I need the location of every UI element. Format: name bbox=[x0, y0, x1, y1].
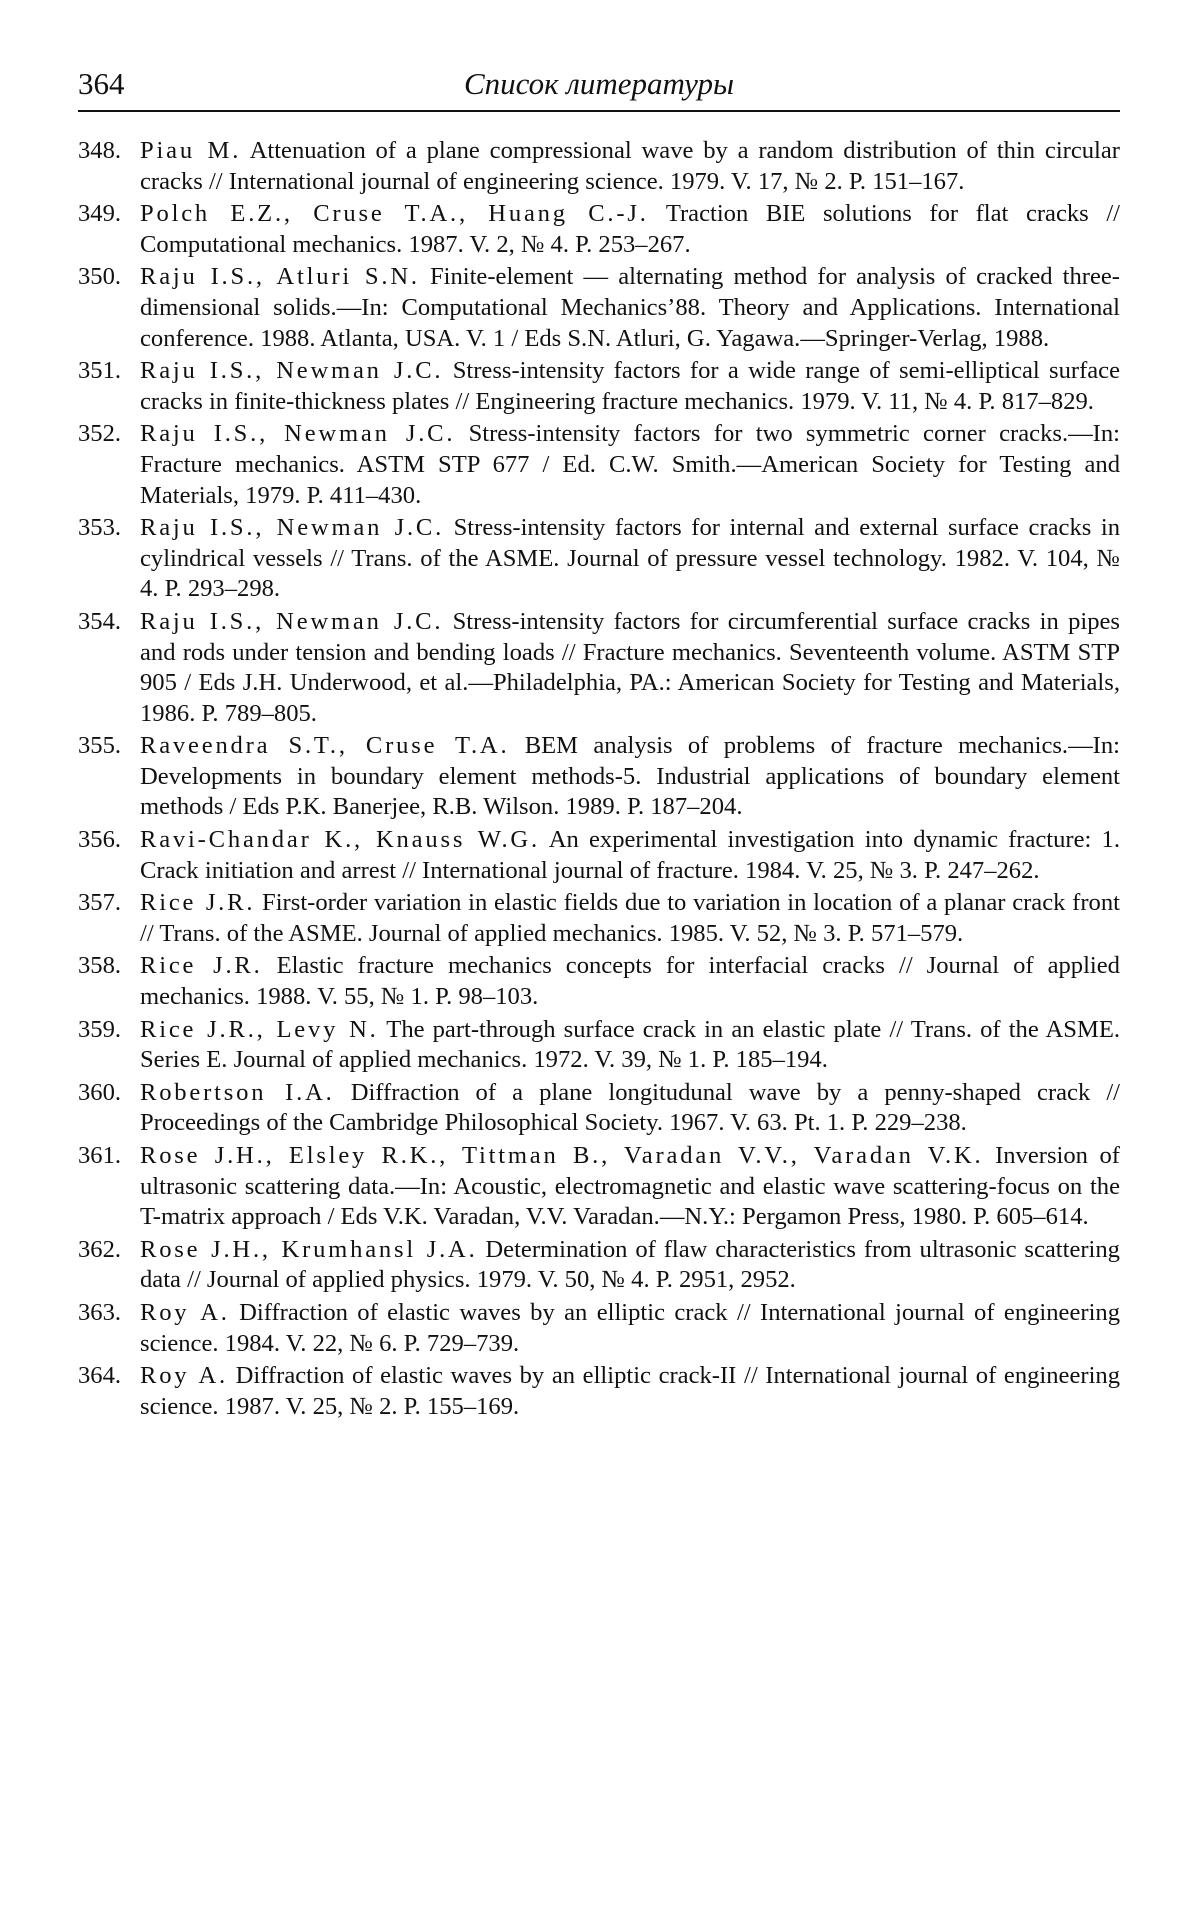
page-number: 364 bbox=[78, 66, 125, 101]
reference-number: 359. bbox=[78, 1015, 122, 1043]
reference-item bbox=[78, 1298, 1120, 1359]
book-page bbox=[78, 58, 1120, 1424]
reference-number: 349. bbox=[78, 200, 122, 228]
reference-authors: Roy A. bbox=[140, 1362, 228, 1390]
reference-authors: Raju I.S., Newman J.C. bbox=[140, 420, 456, 448]
reference-authors: Rice J.R., Levy N. bbox=[140, 1015, 379, 1043]
reference-number: 357. bbox=[78, 889, 122, 917]
reference-text: Determination of flaw characteristics from ultrasonic scattering data // Journal of applied physics. 1979. V. 50, № 4. P. 2951, 2952. bbox=[140, 1235, 1120, 1294]
reference-authors: Rice J.R. bbox=[140, 952, 263, 980]
reference-authors: Rose J.H., Krumhansl J.A. bbox=[140, 1235, 478, 1263]
reference-authors: Raveendra S.T., Cruse T.A. bbox=[140, 732, 510, 760]
reference-authors: Polch E.Z., Cruse T.A., Huang C.-J. bbox=[140, 200, 649, 228]
reference-authors: Ravi-Chandar K., Knauss W.G. bbox=[140, 826, 540, 854]
reference-authors: Rose J.H., Elsley R.K., Tittman B., Varadan V.V., Varadan V.K. bbox=[140, 1142, 984, 1169]
reference-text: Finite-element — alternating method for analysis of cracked three-dimensional solids.—In: Computational Mechanics’88. Theory and Applications. International conference. 1988. Atlanta, USA. V. 1 / Eds S.N. Atluri, G. Yagawa.—Springer-Verlag, 1988. bbox=[140, 263, 1120, 352]
reference-authors: Piau M. bbox=[140, 137, 242, 164]
reference-text: Attenuation of a plane compressional wave by a random distribution of thin circular cracks // International journal of engineering science. 1979. V. 17, № 2. P. 151–167. bbox=[140, 137, 1120, 195]
reference-item bbox=[78, 419, 1120, 511]
reference-text: BEM analysis of problems of fracture mechanics.—In: Developments in boundary element methods-5. Industrial applications of boundary element methods / Eds P.K. Banerjee, R.B. Wilson. 1989. P. 187–204. bbox=[140, 732, 1120, 821]
reference-authors: Raju I.S., Newman J.C. bbox=[140, 607, 444, 635]
reference-item bbox=[78, 607, 1120, 729]
reference-text: Diffraction of elastic waves by an elliptic crack-II // International journal of engineering science. 1987. V. 25, № 2. P. 155–169. bbox=[140, 1362, 1121, 1420]
reference-number: 354. bbox=[78, 607, 122, 635]
reference-authors: Raju I.S., Newman J.C. bbox=[140, 514, 445, 542]
reference-item bbox=[78, 1141, 1120, 1233]
reference-text: Inversion of ultrasonic scattering data.—In: Acoustic, electromagnetic and elastic wave scattering-focus on the T-matrix approach / Eds V.K. Varadan, V.V. Varadan.—N.Y.: Pergamon Press, 1980. P. 605–614. bbox=[140, 1142, 1120, 1231]
reference-item bbox=[78, 356, 1120, 417]
reference-item bbox=[78, 731, 1120, 823]
reference-item bbox=[78, 1361, 1120, 1422]
reference-text: Stress-intensity factors for a wide range of semi-elliptical surface cracks in finite-thickness plates // Engineering fracture mechanics. 1979. V. 11, № 4. P. 817–829. bbox=[140, 357, 1121, 415]
reference-text: Diffraction of a plane longitudunal wave by a penny-shaped crack // Proceedings of the Cambridge Philosophical Society. 1967. V. 63. Pt. 1. P. 229–238. bbox=[140, 1078, 1120, 1137]
reference-text: First-order variation in elastic fields due to variation in location of a planar crack front // Trans. of the ASME. Journal of applied mechanics. 1985. V. 52, № 3. P. 571–579. bbox=[140, 889, 1120, 947]
reference-authors: Raju I.S., Newman J.C. bbox=[140, 357, 444, 385]
reference-number: 364. bbox=[78, 1362, 122, 1390]
reference-text: Traction BIE solutions for flat cracks // Computational mechanics. 1987. V. 2, № 4. P. 253–267. bbox=[140, 200, 1120, 258]
reference-number: 351. bbox=[78, 357, 122, 385]
running-title: Список литературы bbox=[463, 66, 735, 101]
reference-item bbox=[78, 951, 1120, 1012]
reference-item bbox=[78, 136, 1120, 197]
reference-text: Diffraction of elastic waves by an elliptic crack // International journal of engineering science. 1984. V. 22, № 6. P. 729–739. bbox=[140, 1298, 1121, 1357]
reference-number: 363. bbox=[78, 1298, 122, 1326]
reference-number: 358. bbox=[78, 952, 122, 980]
reference-item bbox=[78, 262, 1120, 354]
page-header bbox=[78, 58, 1120, 112]
reference-number: 355. bbox=[78, 732, 122, 760]
reference-text: Elastic fracture mechanics concepts for interfacial cracks // Journal of applied mechanics. 1988. V. 55, № 1. P. 98–103. bbox=[140, 952, 1120, 1011]
reference-number: 353. bbox=[78, 514, 122, 542]
reference-text: Stress-intensity factors for circumferential surface cracks in pipes and rods under tension and bending loads // Fracture mechanics. Seventeenth volume. ASTM STP 905 / Eds J.H. Underwood, et al.—Philadelphia, PA.: American Society for Testing and Materials, 1986. P. 789–805. bbox=[140, 607, 1121, 727]
reference-number: 348. bbox=[78, 137, 122, 164]
reference-item bbox=[78, 1015, 1120, 1076]
reference-item bbox=[78, 1235, 1120, 1296]
reference-authors: Raju I.S., Atluri S.N. bbox=[140, 263, 420, 291]
reference-text: An experimental investigation into dynamic fracture: 1. Crack initiation and arrest // International journal of fracture. 1984. V. 25, № 3. P. 247–262. bbox=[140, 826, 1120, 884]
reference-number: 360. bbox=[78, 1078, 122, 1106]
reference-item bbox=[78, 1078, 1120, 1139]
reference-item bbox=[78, 513, 1120, 605]
reference-authors: Robertson I.A. bbox=[140, 1078, 335, 1106]
reference-authors: Roy A. bbox=[140, 1298, 230, 1326]
reference-number: 356. bbox=[78, 826, 122, 854]
reference-item bbox=[78, 199, 1120, 260]
reference-number: 361. bbox=[78, 1142, 122, 1169]
reference-text: Stress-intensity factors for internal and external surface cracks in cylindrical vessels // Trans. of the ASME. Journal of pressure vessel technology. 1982. V. 104, № 4. P. 293–298. bbox=[140, 514, 1121, 603]
reference-list bbox=[78, 136, 1120, 1422]
reference-item bbox=[78, 825, 1120, 886]
reference-number: 350. bbox=[78, 263, 122, 291]
reference-number: 362. bbox=[78, 1235, 122, 1263]
reference-authors: Rice J.R. bbox=[140, 889, 256, 917]
reference-text: The part-through surface crack in an elastic plate // Trans. of the ASME. Series E. Journal of applied mechanics. 1972. V. 39, № 1. P. 185–194. bbox=[140, 1015, 1120, 1074]
reference-text: Stress-intensity factors for two symmetric corner cracks.—In: Fracture mechanics. ASTM STP 677 / Ed. C.W. Smith.—American Society for Testing and Materials, 1979. P. 411–430. bbox=[140, 420, 1121, 509]
reference-item bbox=[78, 888, 1120, 949]
reference-number: 352. bbox=[78, 420, 122, 448]
